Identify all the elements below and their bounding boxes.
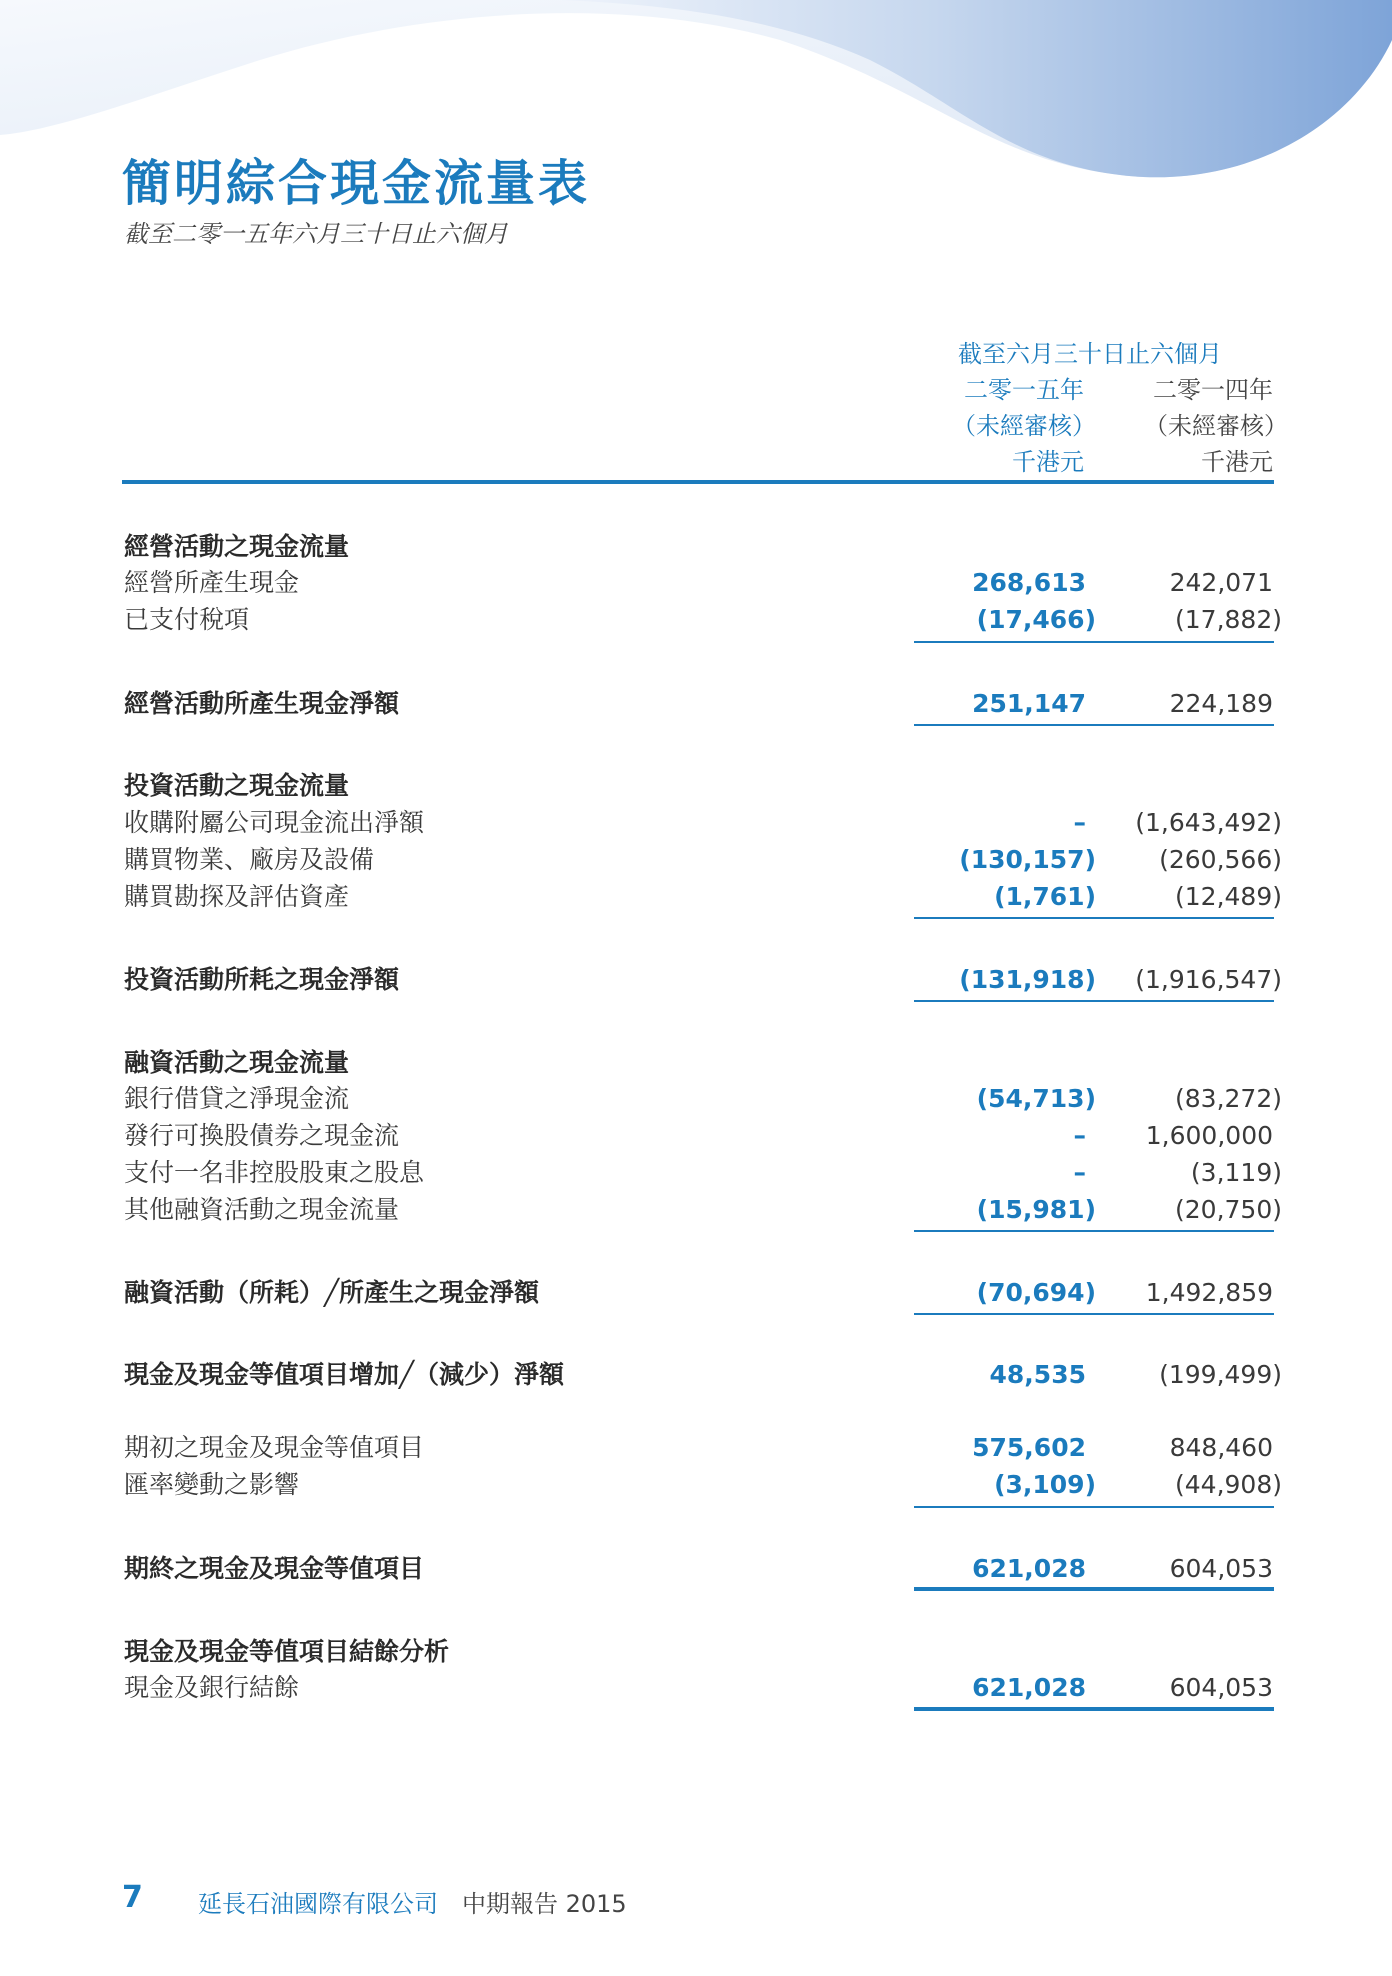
closing-balance-row [0, 1551, 1392, 1587]
value-2015: (1,761) [994, 882, 1096, 911]
row-label: 收購附屬公司現金流出淨額 [124, 808, 425, 837]
section-heading-financing [0, 1045, 1392, 1081]
value-2015: (3,109) [994, 1470, 1096, 1499]
table-row [0, 1192, 1392, 1228]
total-rule [914, 1000, 1274, 1002]
header-unit-2014: 千港元 [1201, 448, 1273, 476]
header-year-2014: 二零一四年 [1153, 376, 1273, 404]
total-rule [914, 1313, 1274, 1315]
row-label: 匯率變動之影響 [124, 1470, 300, 1499]
table-row [0, 1118, 1392, 1154]
row-label: 融資活動（所耗）╱所產生之現金淨額 [124, 1278, 540, 1307]
value-2015: (70,694) [976, 1278, 1096, 1307]
row-label: 現金及現金等值項目增加╱（減少）淨額 [124, 1360, 565, 1389]
table-row [0, 842, 1392, 878]
row-label: 已支付稅項 [124, 605, 250, 634]
subtotal-row [0, 962, 1392, 998]
value-2014: 848,460 [1169, 1433, 1273, 1462]
page-number: 7 [122, 1880, 143, 1915]
table-row [0, 1430, 1392, 1466]
value-2015: (54,713) [976, 1084, 1096, 1113]
value-2014: 242,071 [1169, 568, 1273, 597]
value-2015: 621,028 [972, 1673, 1086, 1702]
value-2014: (1,916,547) [1135, 965, 1282, 994]
row-label: 現金及銀行結餘 [124, 1673, 300, 1702]
row-label: 投資活動之現金流量 [124, 771, 350, 800]
value-2014: (1,643,492) [1135, 808, 1282, 837]
value-2015: 575,602 [972, 1433, 1086, 1462]
value-2014: (17,882) [1175, 605, 1282, 634]
value-2015: (131,918) [959, 965, 1096, 994]
row-label: 經營活動之現金流量 [124, 532, 350, 561]
table-row [0, 1467, 1392, 1503]
row-label: 期終之現金及現金等值項目 [124, 1554, 425, 1583]
value-2015: – [1073, 1121, 1086, 1150]
header-year-2015: 二零一五年 [964, 376, 1084, 404]
row-label: 投資活動所耗之現金淨額 [124, 965, 400, 994]
value-2015: (15,981) [976, 1195, 1096, 1224]
value-2015: 621,028 [972, 1554, 1086, 1583]
page-title: 簡明綜合現金流量表 [122, 155, 591, 212]
value-2014: (12,489) [1175, 882, 1282, 911]
value-2015: (130,157) [959, 845, 1096, 874]
value-2015: – [1073, 1158, 1086, 1187]
double-total-rule [914, 1707, 1274, 1711]
value-2015: – [1073, 808, 1086, 837]
row-label: 經營活動所產生現金淨額 [124, 689, 400, 718]
value-2014: 224,189 [1169, 689, 1273, 718]
value-2014: (260,566) [1159, 845, 1282, 874]
section-heading-operating [0, 529, 1392, 565]
row-label: 經營所產生現金 [124, 568, 300, 597]
header-rule [122, 480, 1274, 484]
row-label: 現金及現金等值項目結餘分析 [124, 1637, 450, 1666]
net-change-row [0, 1357, 1392, 1393]
table-row [0, 1155, 1392, 1191]
page-subtitle: 截至二零一五年六月三十日止六個月 [124, 220, 508, 248]
value-2014: (83,272) [1175, 1084, 1282, 1113]
value-2015: 251,147 [972, 689, 1086, 718]
row-label: 購買物業、廠房及設備 [124, 845, 375, 874]
subtotal-rule [914, 1230, 1274, 1232]
header-audit-2015: （未經審核） [952, 412, 1096, 440]
section-heading-analysis [0, 1634, 1392, 1670]
footer-company: 延長石油國際有限公司 [198, 1890, 438, 1918]
table-row [0, 879, 1392, 915]
value-2014: 1,492,859 [1145, 1278, 1273, 1307]
value-2015: 268,613 [972, 568, 1086, 597]
total-rule [914, 724, 1274, 726]
header-audit-2014: （未經審核） [1144, 412, 1288, 440]
table-row [0, 1081, 1392, 1117]
row-label: 融資活動之現金流量 [124, 1048, 350, 1077]
value-2014: (3,119) [1190, 1158, 1282, 1187]
table-row [0, 602, 1392, 638]
row-label: 銀行借貸之淨現金流 [124, 1084, 350, 1113]
table-row [0, 565, 1392, 601]
footer-report: 中期報告 2015 [462, 1890, 627, 1918]
subtotal-rule [914, 641, 1274, 643]
table-row [0, 805, 1392, 841]
subtotal-row [0, 686, 1392, 722]
row-label: 支付一名非控股股東之股息 [124, 1158, 425, 1187]
row-label: 其他融資活動之現金流量 [124, 1195, 400, 1224]
value-2014: 1,600,000 [1145, 1121, 1273, 1150]
row-label: 購買勘探及評估資產 [124, 882, 350, 911]
subtotal-rule [914, 917, 1274, 919]
value-2014: (199,499) [1159, 1360, 1282, 1389]
table-row [0, 1670, 1392, 1706]
row-label: 發行可換股債券之現金流 [124, 1121, 400, 1150]
value-2015: (17,466) [976, 605, 1096, 634]
subtotal-row [0, 1275, 1392, 1311]
value-2014: 604,053 [1169, 1554, 1273, 1583]
double-total-rule [914, 1587, 1274, 1591]
subtotal-rule [914, 1506, 1274, 1508]
row-label: 期初之現金及現金等值項目 [124, 1433, 425, 1462]
header-period: 截至六月三十日止六個月 [958, 340, 1222, 368]
value-2014: (20,750) [1175, 1195, 1282, 1224]
value-2014: (44,908) [1175, 1470, 1282, 1499]
header-unit-2015: 千港元 [1012, 448, 1084, 476]
value-2015: 48,535 [989, 1360, 1086, 1389]
value-2014: 604,053 [1169, 1673, 1273, 1702]
section-heading-investing [0, 768, 1392, 804]
